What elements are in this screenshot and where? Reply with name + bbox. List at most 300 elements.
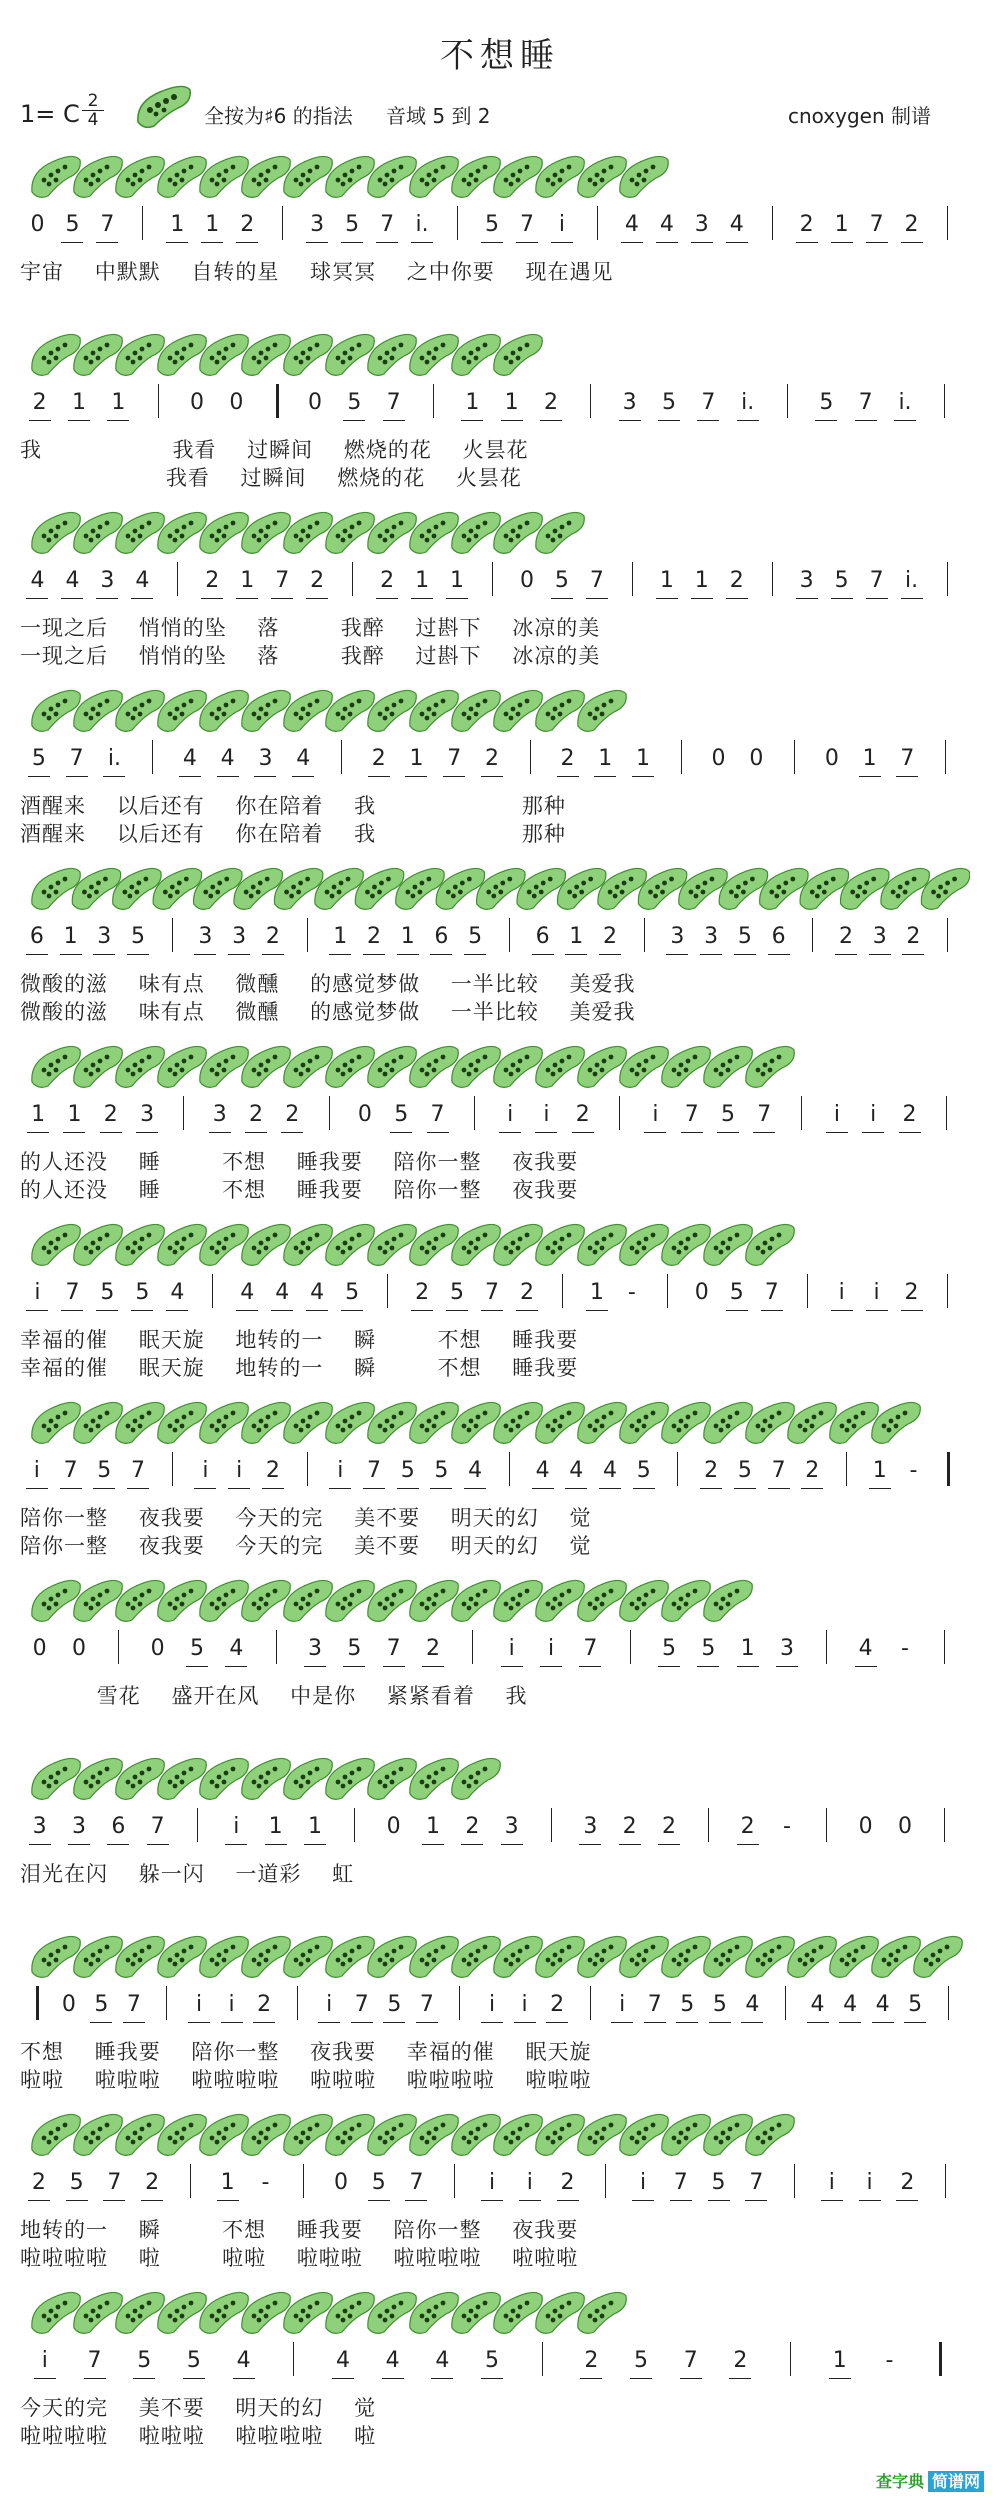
- barline: [807, 1274, 808, 1308]
- note: 3: [308, 1636, 322, 1661]
- ocarina-icon: [326, 1580, 374, 1621]
- note: i: [828, 2170, 835, 2195]
- ocarina-icon: [494, 334, 542, 375]
- beam-underline: [737, 1666, 759, 1667]
- note: 0: [229, 390, 244, 415]
- beam-underline: [691, 242, 713, 243]
- beam-underline: [209, 1132, 231, 1133]
- beam-underline: [481, 2200, 503, 2201]
- ocarina-icon: [32, 156, 80, 197]
- ocarina-row: [30, 684, 970, 734]
- beam-underline: [416, 2022, 438, 2023]
- lyric-line-2: 我看 过瞬间 燃烧的花 火昙花: [20, 466, 522, 490]
- lyric-line-2: 的人还没 睡 不想 睡我要 陪你一整 夜我要: [20, 1178, 579, 1202]
- beam-underline: [796, 242, 818, 243]
- ocarina-icon: [158, 1936, 206, 1977]
- note: 3: [583, 1814, 598, 1839]
- note: 4: [810, 1992, 825, 2017]
- ocarina-icon: [368, 1580, 416, 1621]
- beam-underline: [866, 242, 888, 243]
- note: 4: [30, 568, 45, 593]
- note: 2: [904, 1280, 919, 1305]
- note: 5: [737, 924, 752, 949]
- beam-underline: [26, 1310, 48, 1311]
- beam-underline: [123, 2022, 145, 2023]
- note: 0: [694, 1280, 709, 1305]
- barline: [118, 1630, 119, 1664]
- note: 7: [757, 1102, 772, 1127]
- beam-underline: [464, 954, 486, 955]
- note: 7: [386, 1636, 401, 1661]
- beam-underline: [127, 954, 149, 955]
- note: 2: [904, 212, 919, 237]
- barline: [772, 206, 773, 240]
- note: 3: [504, 1814, 519, 1839]
- beam-underline: [565, 954, 587, 955]
- ocarina-icon: [158, 1224, 206, 1265]
- ocarina-icon: [536, 690, 584, 731]
- note: 5: [721, 1102, 735, 1127]
- ocarina-icon: [116, 1936, 164, 1977]
- beam-underline: [188, 2022, 210, 2023]
- ocarina-icon: [368, 2292, 416, 2333]
- ocarina-icon: [494, 1046, 542, 1087]
- note: 1: [589, 1280, 604, 1305]
- note: 5: [400, 1458, 415, 1483]
- note: 6: [111, 1814, 126, 1839]
- note: 5: [737, 1458, 752, 1483]
- note: 2: [380, 568, 395, 593]
- barline: [826, 1808, 827, 1842]
- beam-underline: [68, 420, 90, 421]
- ocarina-icon: [116, 1580, 164, 1621]
- beam-underline: [430, 1488, 452, 1489]
- note: -: [885, 2348, 894, 2373]
- note: 3: [140, 1102, 155, 1127]
- note: i: [547, 1636, 555, 1661]
- ocarina-row: [30, 862, 970, 912]
- barline: [947, 1274, 948, 1308]
- beam-underline: [343, 420, 365, 421]
- note: 5: [485, 2348, 499, 2373]
- beam-underline: [869, 954, 891, 955]
- ocarina-icon: [662, 1046, 710, 1087]
- note: 7: [63, 1458, 78, 1483]
- beam-underline: [753, 1132, 775, 1133]
- note: 1: [426, 1814, 440, 1839]
- lyric-line-1: 宇宙 中默默 自转的星 球冥冥 之中你要 现在遇见: [20, 260, 614, 284]
- ocarina-icon: [410, 1936, 458, 1977]
- ocarina-icon: [746, 1402, 794, 1443]
- score-system: [0, 1396, 1000, 1574]
- beam-underline: [745, 2200, 767, 2201]
- beam-underline: [621, 242, 643, 243]
- ocarina-icon: [200, 1580, 248, 1621]
- note: 2: [31, 2170, 46, 2195]
- barline: [166, 1986, 167, 2020]
- lyric-line-1: 幸福的催 眠天旋 地转的一 瞬 不想 睡我要: [20, 1328, 579, 1352]
- note: 2: [485, 746, 499, 771]
- note: -: [783, 1814, 791, 1839]
- note: i.: [898, 390, 912, 415]
- barline: [619, 1096, 620, 1130]
- note: i: [833, 1102, 840, 1127]
- beam-underline: [546, 2022, 568, 2023]
- jianpu-staff: [20, 1458, 972, 1498]
- ocarina-icon: [326, 334, 374, 375]
- fingering-note: 全按为♯6 的指法: [204, 104, 353, 128]
- score-system: [0, 150, 1000, 328]
- beam-underline: [100, 1132, 122, 1133]
- beam-underline: [397, 1488, 419, 1489]
- ocarina-row: [30, 1574, 970, 1624]
- beam-underline: [734, 954, 756, 955]
- beam-underline: [265, 1844, 287, 1845]
- note: 5: [634, 2348, 649, 2373]
- note: -: [627, 1280, 636, 1305]
- ocarina-icon: [116, 334, 164, 375]
- note: 7: [409, 2170, 424, 2195]
- beam-underline: [644, 1132, 666, 1133]
- lyric-line-2: 一现之后 悄悄的坠 落 我醉 过斟下 冰凉的美: [20, 644, 601, 668]
- lyric-line-1: 的人还没 睡 不想 睡我要 陪你一整 夜我要: [20, 1150, 579, 1174]
- note: 2: [805, 1458, 820, 1483]
- beam-underline: [411, 242, 433, 243]
- barline: [681, 740, 682, 774]
- note: 6: [434, 924, 449, 949]
- ocarina-icon: [494, 2292, 542, 2333]
- note: 2: [285, 1102, 300, 1127]
- beam-underline: [700, 954, 722, 955]
- beam-underline: [481, 776, 503, 777]
- jianpu-staff: [20, 1992, 972, 2032]
- note: 3: [694, 212, 709, 237]
- note: 2: [265, 924, 280, 949]
- ocarina-icon: [242, 2292, 290, 2333]
- note: i: [33, 1458, 40, 1483]
- ocarina-icon: [326, 2114, 374, 2155]
- note: 3: [704, 924, 719, 949]
- ocarina-icon: [536, 512, 584, 553]
- ocarina-icon: [368, 1402, 416, 1443]
- beam-underline: [66, 2200, 88, 2201]
- jianpu-staff: [20, 212, 972, 252]
- barline: [172, 1452, 173, 1486]
- note: 7: [684, 1102, 699, 1127]
- beam-underline: [499, 1132, 521, 1133]
- note: 2: [560, 2170, 575, 2195]
- note: 5: [485, 212, 499, 237]
- note: 2: [662, 1814, 676, 1839]
- beam-underline: [869, 1488, 891, 1489]
- note: 5: [434, 1458, 449, 1483]
- beam-underline: [540, 1666, 562, 1667]
- barline: [457, 206, 458, 240]
- beam-underline: [306, 242, 328, 243]
- beam-underline: [776, 1666, 798, 1667]
- lyric-line-1: 酒醒来 以后还有 你在陪着 我 那种: [20, 794, 566, 818]
- beam-underline: [697, 420, 719, 421]
- beam-underline: [93, 954, 115, 955]
- barline: [597, 206, 598, 240]
- beam-underline: [90, 2022, 112, 2023]
- beam-underline: [61, 242, 83, 243]
- barline: [307, 918, 308, 952]
- note: 4: [745, 1992, 760, 2017]
- lyric-line-2: 陪你一整 夜我要 今天的完 美不要 明天的幻 觉: [20, 1534, 592, 1558]
- beam-underline: [405, 2200, 427, 2201]
- ocarina-icon: [578, 1224, 626, 1265]
- barline: [947, 918, 948, 952]
- barline: [530, 740, 531, 774]
- note: 4: [385, 2348, 400, 2373]
- beam-underline: [872, 2022, 894, 2023]
- ocarina-icon: [32, 1936, 80, 1977]
- ocarina-icon: [578, 690, 626, 731]
- ocarina-icon: [536, 2114, 584, 2155]
- note: 5: [468, 924, 483, 949]
- beam-underline: [594, 776, 616, 777]
- ocarina-icon: [452, 334, 500, 375]
- note: 7: [87, 2348, 102, 2373]
- note: i: [233, 1814, 240, 1839]
- note: 7: [367, 1458, 381, 1483]
- score-system: [0, 506, 1000, 684]
- barline: [947, 562, 948, 596]
- note: 2: [415, 1280, 430, 1305]
- ocarina-icon: [620, 1046, 668, 1087]
- beam-underline: [579, 1666, 601, 1667]
- beam-underline: [896, 776, 918, 777]
- beam-underline: [866, 1310, 888, 1311]
- beam-underline: [446, 1310, 468, 1311]
- ocarina-icon: [32, 1402, 80, 1443]
- beam-underline: [376, 242, 398, 243]
- beam-underline: [133, 2378, 155, 2379]
- ocarina-icon: [704, 1046, 752, 1087]
- note: 1: [465, 390, 480, 415]
- ocarina-icon: [74, 156, 122, 197]
- beam-underline: [26, 1488, 48, 1489]
- note: 2: [240, 212, 255, 237]
- note: 4: [435, 2348, 450, 2373]
- note: 7: [386, 390, 401, 415]
- beam-underline: [726, 598, 748, 599]
- note: 7: [485, 1280, 499, 1305]
- note: 7: [380, 212, 395, 237]
- note: 7: [589, 568, 604, 593]
- beam-underline: [29, 1844, 51, 1845]
- barline: [303, 2164, 304, 2198]
- ocarina-icon: [452, 1580, 500, 1621]
- note: 0: [61, 1992, 76, 2017]
- note: 2: [799, 212, 814, 237]
- note: 5: [100, 1280, 115, 1305]
- ocarina-icon: [158, 1758, 206, 1799]
- note: 3: [780, 1636, 794, 1661]
- beam-underline: [383, 420, 405, 421]
- jianpu-staff: [20, 2170, 972, 2210]
- beam-underline: [726, 242, 748, 243]
- note: i: [838, 1280, 845, 1305]
- ocarina-icon: [410, 1224, 458, 1265]
- lyric-line-1: 微酸的滋 味有点 微醺 的感觉梦做 一半比较 美爱我: [20, 972, 636, 996]
- note: 7: [131, 1458, 145, 1483]
- beam-underline: [341, 1310, 363, 1311]
- note: 7: [749, 2170, 764, 2195]
- beam-underline: [183, 2378, 205, 2379]
- barline: [944, 1630, 945, 1664]
- beam-underline: [855, 1666, 877, 1667]
- ocarina-icon: [914, 1936, 962, 1977]
- beam-underline: [363, 954, 385, 955]
- note: 7: [900, 746, 915, 771]
- ocarina-row: [30, 1040, 970, 1090]
- ocarina-icon: [242, 690, 290, 731]
- score-system: [0, 2108, 1000, 2286]
- note: 1: [308, 1814, 322, 1839]
- beam-underline: [557, 776, 579, 777]
- beam-underline: [896, 2200, 918, 2201]
- barline: [472, 1630, 473, 1664]
- note: 1: [834, 212, 849, 237]
- ocarina-icon: [452, 690, 500, 731]
- ocarina-icon: [494, 690, 542, 731]
- note: 1: [569, 924, 584, 949]
- note: 4: [310, 1280, 325, 1305]
- jianpu-staff: [20, 1814, 972, 1854]
- note: 1: [170, 212, 185, 237]
- note: i: [639, 2170, 647, 2195]
- barline: [276, 384, 279, 418]
- barline: [677, 1452, 678, 1486]
- ocarina-icon: [578, 2292, 626, 2333]
- beam-underline: [630, 2378, 652, 2379]
- beam-underline: [28, 776, 50, 777]
- arranger-credit: cnoxygen 制谱: [788, 104, 931, 128]
- beam-underline: [821, 2200, 843, 2201]
- note: 1: [240, 568, 255, 593]
- ocarina-icon: [578, 1402, 626, 1443]
- note: 3: [72, 1814, 86, 1839]
- beam-underline: [236, 242, 258, 243]
- beam-underline: [557, 2200, 579, 2201]
- ocarina-icon: [368, 156, 416, 197]
- lyric-line-1: 我 我看 过瞬间 燃烧的花 火昙花: [20, 438, 529, 462]
- lyric-line-2: 微酸的滋 味有点 微醺 的感觉梦做 一半比较 美爱我: [20, 1000, 636, 1024]
- beam-underline: [368, 776, 390, 777]
- note: 4: [858, 1636, 873, 1661]
- barline: [794, 740, 795, 774]
- ocarina-icon: [872, 1936, 920, 1977]
- lyric-line-1: 地转的一 瞬 不想 睡我要 陪你一整 夜我要: [20, 2218, 579, 2242]
- note: 5: [394, 1102, 409, 1127]
- note: 0: [30, 212, 45, 237]
- ocarina-icon: [242, 512, 290, 553]
- ocarina-icon: [158, 2114, 206, 2155]
- beam-underline: [318, 2022, 340, 2023]
- note: 7: [683, 2348, 698, 2373]
- note: i.: [741, 390, 755, 415]
- note: 5: [636, 1458, 651, 1483]
- ocarina-icon: [620, 2114, 668, 2155]
- barline: [801, 1096, 802, 1130]
- ocarina-icon: [620, 1580, 668, 1621]
- ocarina-icon: [284, 1402, 332, 1443]
- note: 5: [94, 1992, 109, 2017]
- ocarina-icon: [662, 1936, 710, 1977]
- jianpu-staff: [20, 2348, 972, 2388]
- beam-underline: [831, 242, 853, 243]
- barline: [846, 1452, 847, 1486]
- ocarina-icon: [326, 512, 374, 553]
- time-signature: 2 4: [82, 92, 104, 129]
- beam-underline: [691, 598, 713, 599]
- ocarina-icon: [368, 2114, 416, 2155]
- note: 5: [908, 1992, 923, 2017]
- beam-underline: [708, 2200, 730, 2201]
- ocarina-icon: [116, 2114, 164, 2155]
- beam-underline: [737, 420, 759, 421]
- ocarina-row: [30, 506, 970, 556]
- ocarina-icon: [494, 1580, 542, 1621]
- note: i: [619, 1992, 626, 2017]
- beam-underline: [245, 1132, 267, 1133]
- beam-underline: [127, 1488, 149, 1489]
- note: 5: [711, 2170, 726, 2195]
- barline: [632, 562, 633, 596]
- note: 5: [31, 746, 46, 771]
- note: 1: [636, 746, 651, 771]
- note: 0: [308, 390, 322, 415]
- note: 0: [333, 2170, 348, 2195]
- note: 4: [875, 1992, 890, 2017]
- ocarina-icon: [158, 334, 206, 375]
- note: 7: [858, 390, 873, 415]
- note: 5: [347, 1636, 362, 1661]
- ocarina-icon: [32, 512, 80, 553]
- barline: [341, 740, 342, 774]
- note: 4: [182, 746, 197, 771]
- beam-underline: [221, 2022, 243, 2023]
- lyric-line-2: 酒醒来 以后还有 你在陪着 我 那种: [20, 822, 566, 846]
- beam-underline: [201, 598, 223, 599]
- note: 5: [554, 568, 569, 593]
- jianpu-staff: [20, 924, 972, 964]
- beam-underline: [61, 598, 83, 599]
- note: 0: [190, 390, 204, 415]
- ocarina-icon: [158, 2292, 206, 2333]
- note: 5: [662, 1636, 676, 1661]
- ocarina-icon: [410, 690, 458, 731]
- ocarina-icon: [242, 1224, 290, 1265]
- ocarina-icon: [284, 1936, 332, 1977]
- barline: [307, 1452, 308, 1486]
- note: 0: [519, 568, 534, 593]
- ocarina-icon: [620, 1936, 668, 1977]
- barline: [644, 918, 645, 952]
- note: 7: [647, 1992, 662, 2017]
- beam-underline: [551, 242, 573, 243]
- beam-underline: [632, 2200, 654, 2201]
- beam-underline: [565, 1488, 587, 1489]
- ocarina-icon: [74, 2292, 122, 2333]
- beam-underline: [186, 1666, 208, 1667]
- note: i: [488, 2170, 496, 2195]
- ocarina-row: [30, 1930, 970, 1980]
- beam-underline: [768, 954, 790, 955]
- note: i: [508, 1636, 515, 1661]
